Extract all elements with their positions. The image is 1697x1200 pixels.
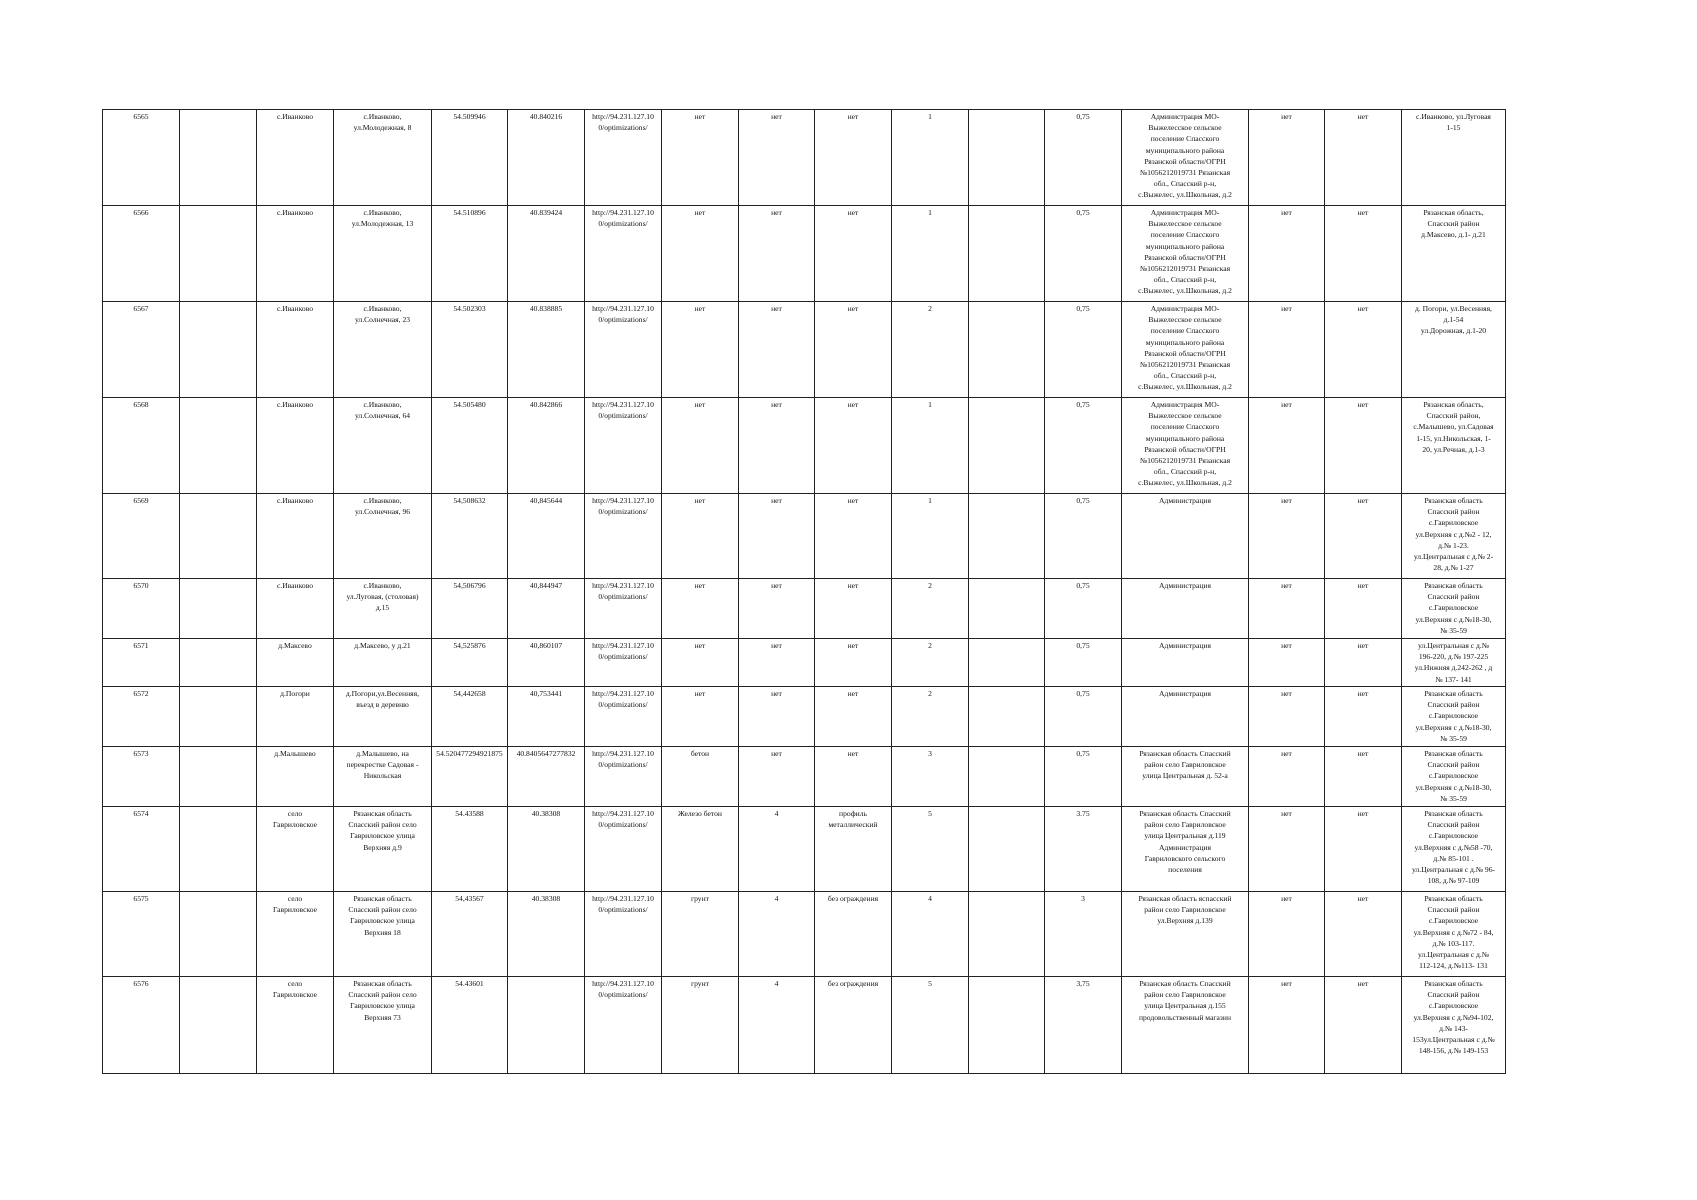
cell-flag-a: нет <box>1249 807 1325 892</box>
cell-fence: нет <box>815 206 892 302</box>
cell-number: 6569 <box>103 494 180 579</box>
cell-latitude: 54.502303 <box>432 302 508 398</box>
cell-latitude: 54.509946 <box>432 110 508 206</box>
cell-container-count: 5 <box>892 977 969 1074</box>
cell-number: 6571 <box>103 639 180 687</box>
cell-number: 6573 <box>103 747 180 807</box>
cell-flag-a: нет <box>1249 579 1325 639</box>
cell-volume: 0,75 <box>1045 747 1122 807</box>
cell-served-addresses: Рязанская область Спасский район с.Гавриловское ул.Верхняя с д.№94-102, д.№ 143- 153ул.Центральная с д.№ 148-156, д.№ 149-153 <box>1402 977 1506 1074</box>
cell-longitude: 40.840216 <box>508 110 585 206</box>
cell-number: 6572 <box>103 687 180 747</box>
cell-container-count: 5 <box>892 807 969 892</box>
cell-blank <box>180 977 257 1074</box>
cell-served-addresses: Рязанская область Спасский район с.Гавриловское ул.Верхняя с д.№2 - 12, д.№ 1-23. ул.Центральная с д.№ 2- 28, д.№ 1-27 <box>1402 494 1506 579</box>
cell-fence: нет <box>815 494 892 579</box>
cell-latitude: 54.43601 <box>432 977 508 1074</box>
cell-address: д.Погори,ул.Весенняя, въезд в деревню <box>334 687 432 747</box>
cell-settlement: село Гавриловское <box>257 807 334 892</box>
cell-map-link: http://94.231.127.10 0/optimizations/ <box>585 892 662 977</box>
cell-blank <box>180 807 257 892</box>
cell-flag-b: нет <box>1325 579 1402 639</box>
cell-owner: Рязанская область Спасский район село Гавриловское улица Центральная д.155 продовольственный магазин <box>1122 977 1249 1074</box>
cell-latitude: 54.510896 <box>432 206 508 302</box>
cell-served-addresses: Рязанская область Спасский район с.Гавриловское ул.Верхняя с д.№58 -70, д.№ 85-101 . ул.Центральная с д.№ 96- 108, д.№ 97-109 <box>1402 807 1506 892</box>
cell-container-count: 1 <box>892 494 969 579</box>
cell-longitude: 40,844947 <box>508 579 585 639</box>
cell-container-count: 1 <box>892 206 969 302</box>
cell-container-count: 4 <box>892 892 969 977</box>
cell-surface: нет <box>662 110 739 206</box>
cell-flag-a: нет <box>1249 977 1325 1074</box>
cell-area: нет <box>739 747 815 807</box>
table-row <box>103 687 1506 747</box>
cell-latitude: 54,43567 <box>432 892 508 977</box>
cell-address: Рязанская область Спасский район село Гавриловское улица Верхняя 73 <box>334 977 432 1074</box>
cell-volume: 0,75 <box>1045 639 1122 687</box>
cell-owner: Администрация МО- Выжелесское сельское поселение Спасского муниципального района Рязанской области/ОГРН №1056212019731 Рязанская обл., Спасский р-н, с.Выжелес, ул.Школьная, д.2 <box>1122 110 1249 206</box>
cell-container-count: 2 <box>892 687 969 747</box>
cell-flag-b: нет <box>1325 747 1402 807</box>
cell-served-addresses: с.Иванково, ул.Луговая 1-15 <box>1402 110 1506 206</box>
cell-container-count: 1 <box>892 398 969 494</box>
cell-flag-b: нет <box>1325 398 1402 494</box>
cell-area: нет <box>739 494 815 579</box>
cell-flag-b: нет <box>1325 687 1402 747</box>
cell-surface: нет <box>662 206 739 302</box>
cell-blank <box>180 206 257 302</box>
cell-area: нет <box>739 579 815 639</box>
cell-latitude: 54.520477294921875 <box>432 747 508 807</box>
table-row <box>103 110 1506 206</box>
cell-map-link: http://94.231.127.10 0/optimizations/ <box>585 398 662 494</box>
cell-longitude: 40.8405647277832 <box>508 747 585 807</box>
cell-fence: нет <box>815 687 892 747</box>
cell-empty <box>969 206 1045 302</box>
cell-settlement: с.Иванково <box>257 110 334 206</box>
cell-empty <box>969 398 1045 494</box>
cell-surface: нет <box>662 579 739 639</box>
cell-longitude: 40,753441 <box>508 687 585 747</box>
cell-served-addresses: Рязанская область Спасский район с.Гавриловское ул.Верхняя с д.№18-30, № 35-59 <box>1402 579 1506 639</box>
cell-settlement: д.Максево <box>257 639 334 687</box>
cell-map-link: http://94.231.127.10 0/optimizations/ <box>585 206 662 302</box>
cell-flag-a: нет <box>1249 110 1325 206</box>
cell-volume: 0,75 <box>1045 206 1122 302</box>
cell-longitude: 40.38308 <box>508 807 585 892</box>
cell-settlement: село Гавриловское <box>257 892 334 977</box>
cell-blank <box>180 687 257 747</box>
cell-address: Рязанская область Спасский район село Гавриловское улица Верхняя 18 <box>334 892 432 977</box>
cell-map-link: http://94.231.127.10 0/optimizations/ <box>585 687 662 747</box>
container-sites-table <box>102 109 1506 1074</box>
cell-empty <box>969 302 1045 398</box>
cell-flag-a: нет <box>1249 892 1325 977</box>
cell-latitude: 54,508632 <box>432 494 508 579</box>
cell-served-addresses: ул.Центральная с д.№ 196-220, д.№ 197-225 ул.Нижняя д.242-262 , д № 137- 141 <box>1402 639 1506 687</box>
cell-surface: нет <box>662 639 739 687</box>
cell-address: с.Иванково, ул.Молодежная, 13 <box>334 206 432 302</box>
cell-served-addresses: Рязанская область, Спасский район, с.Малышево, ул.Садовая 1-15, ул.Никольская, 1- 20, ул.Речная, д.1-3 <box>1402 398 1506 494</box>
cell-address: с.Иванково, ул.Молодежная, 8 <box>334 110 432 206</box>
cell-fence: без ограждения <box>815 892 892 977</box>
cell-fence: нет <box>815 398 892 494</box>
cell-map-link: http://94.231.127.10 0/optimizations/ <box>585 977 662 1074</box>
table-row <box>103 579 1506 639</box>
cell-blank <box>180 110 257 206</box>
cell-owner: Администрация <box>1122 579 1249 639</box>
cell-owner: Администрация МО- Выжелесское сельское поселение Спасского муниципального района Рязанской области/ОГРН №1056212019731 Рязанская обл., Спасский р-н, с.Выжелес, ул.Школьная, д.2 <box>1122 206 1249 302</box>
cell-volume: 0,75 <box>1045 110 1122 206</box>
cell-flag-a: нет <box>1249 302 1325 398</box>
cell-flag-b: нет <box>1325 206 1402 302</box>
cell-address: с.Иванково, ул.Солнечная, 23 <box>334 302 432 398</box>
cell-blank <box>180 302 257 398</box>
cell-map-link: http://94.231.127.10 0/optimizations/ <box>585 494 662 579</box>
cell-container-count: 2 <box>892 302 969 398</box>
cell-owner: Администрация <box>1122 494 1249 579</box>
cell-flag-b: нет <box>1325 807 1402 892</box>
cell-surface: грунт <box>662 977 739 1074</box>
cell-fence: нет <box>815 110 892 206</box>
cell-area: 4 <box>739 807 815 892</box>
cell-map-link: http://94.231.127.10 0/optimizations/ <box>585 579 662 639</box>
cell-area: нет <box>739 687 815 747</box>
cell-empty <box>969 639 1045 687</box>
cell-latitude: 54,525876 <box>432 639 508 687</box>
cell-flag-a: нет <box>1249 687 1325 747</box>
cell-flag-b: нет <box>1325 302 1402 398</box>
cell-settlement: д.Погори <box>257 687 334 747</box>
cell-surface: нет <box>662 687 739 747</box>
cell-longitude: 40,845644 <box>508 494 585 579</box>
cell-empty <box>969 747 1045 807</box>
cell-blank <box>180 639 257 687</box>
cell-flag-a: нет <box>1249 747 1325 807</box>
cell-address: с.Иванково, ул.Солнечная, 64 <box>334 398 432 494</box>
cell-volume: 0,75 <box>1045 302 1122 398</box>
registry-sheet <box>102 109 1506 1074</box>
cell-served-addresses: Рязанская область, Спасский район д.Максево, д.1- д.21 <box>1402 206 1506 302</box>
table-row <box>103 977 1506 1074</box>
cell-flag-b: нет <box>1325 892 1402 977</box>
cell-empty <box>969 892 1045 977</box>
cell-volume: 0,75 <box>1045 494 1122 579</box>
cell-map-link: http://94.231.127.10 0/optimizations/ <box>585 807 662 892</box>
cell-number: 6570 <box>103 579 180 639</box>
cell-owner: Администрация <box>1122 639 1249 687</box>
cell-fence: нет <box>815 579 892 639</box>
cell-number: 6574 <box>103 807 180 892</box>
cell-number: 6566 <box>103 206 180 302</box>
cell-surface: нет <box>662 398 739 494</box>
cell-surface: грунт <box>662 892 739 977</box>
cell-container-count: 3 <box>892 747 969 807</box>
cell-address: с.Иванково, ул.Луговая, (столовая) д.15 <box>334 579 432 639</box>
table-row <box>103 892 1506 977</box>
cell-volume: 3,75 <box>1045 977 1122 1074</box>
table-row <box>103 807 1506 892</box>
cell-latitude: 54.505480 <box>432 398 508 494</box>
cell-flag-b: нет <box>1325 977 1402 1074</box>
cell-surface: нет <box>662 494 739 579</box>
cell-flag-a: нет <box>1249 494 1325 579</box>
cell-container-count: 2 <box>892 579 969 639</box>
cell-latitude: 54,506796 <box>432 579 508 639</box>
cell-flag-b: нет <box>1325 639 1402 687</box>
cell-empty <box>969 110 1045 206</box>
cell-area: нет <box>739 206 815 302</box>
cell-served-addresses: Рязанская область Спасский район с.Гавриловское ул.Верхняя с д.№18-30, № 35-59 <box>1402 687 1506 747</box>
cell-served-addresses: Рязанская область Спасский район с.Гавриловское ул.Верхняя с д.№18-30, № 35-59 <box>1402 747 1506 807</box>
cell-empty <box>969 977 1045 1074</box>
cell-volume: 0,75 <box>1045 398 1122 494</box>
cell-number: 6576 <box>103 977 180 1074</box>
cell-number: 6567 <box>103 302 180 398</box>
cell-area: нет <box>739 302 815 398</box>
cell-surface: бетон <box>662 747 739 807</box>
cell-longitude: 40.838885 <box>508 302 585 398</box>
cell-volume: 3.75 <box>1045 807 1122 892</box>
cell-longitude <box>508 977 585 1074</box>
cell-owner: Рязанская область яспасский район село Гавриловское ул.Верхняя д.139 <box>1122 892 1249 977</box>
cell-longitude: 40.839424 <box>508 206 585 302</box>
cell-address: д.Малышево, на перекрестке Садовая - Никольская <box>334 747 432 807</box>
cell-fence: без ограждения <box>815 977 892 1074</box>
cell-blank <box>180 747 257 807</box>
cell-number: 6565 <box>103 110 180 206</box>
cell-owner: Рязанская область Спасский район село Гавриловское улица Центральная д. 52-а <box>1122 747 1249 807</box>
cell-latitude: 54,442658 <box>432 687 508 747</box>
cell-map-link: http://94.231.127.10 0/optimizations/ <box>585 302 662 398</box>
cell-fence: нет <box>815 639 892 687</box>
cell-owner: Администрация МО- Выжелесское сельское поселение Спасского муниципального района Рязанской области/ОГРН №1056212019731 Рязанская обл., Спасский р-н, с.Выжелес, ул.Школьная, д.2 <box>1122 398 1249 494</box>
cell-latitude: 54.43588 <box>432 807 508 892</box>
cell-address: д.Максево, у д.21 <box>334 639 432 687</box>
table-row <box>103 747 1506 807</box>
cell-blank <box>180 579 257 639</box>
cell-settlement: село Гавриловское <box>257 977 334 1074</box>
cell-longitude: 40,860107 <box>508 639 585 687</box>
cell-fence: нет <box>815 302 892 398</box>
cell-number: 6568 <box>103 398 180 494</box>
cell-map-link: http://94.231.127.10 0/optimizations/ <box>585 110 662 206</box>
cell-flag-a: нет <box>1249 639 1325 687</box>
cell-settlement: с.Иванково <box>257 206 334 302</box>
cell-blank <box>180 494 257 579</box>
table-row <box>103 206 1506 302</box>
cell-owner: Рязанская область Спасский район село Гавриловское улица Центральная д.119 Администрация Гавриловского сельского поселения <box>1122 807 1249 892</box>
cell-flag-b: нет <box>1325 110 1402 206</box>
cell-longitude: 40.842866 <box>508 398 585 494</box>
cell-area: 4 <box>739 977 815 1074</box>
cell-map-link: http://94.231.127.10 0/optimizations/ <box>585 747 662 807</box>
cell-volume: 0,75 <box>1045 579 1122 639</box>
cell-settlement: с.Иванково <box>257 398 334 494</box>
cell-surface: Железо бетон <box>662 807 739 892</box>
cell-volume: 3 <box>1045 892 1122 977</box>
cell-address: с.Иванково, ул.Солнечная, 96 <box>334 494 432 579</box>
cell-address: Рязанская область Спасский район село Гавриловское улица Верхняя д.9 <box>334 807 432 892</box>
cell-empty <box>969 807 1045 892</box>
table-row <box>103 639 1506 687</box>
table-row <box>103 302 1506 398</box>
cell-owner: Администрация МО- Выжелесское сельское поселение Спасского муниципального района Рязанской области/ОГРН №1056212019731 Рязанская обл., Спасский р-н, с.Выжелес, ул.Школьная, д.2 <box>1122 302 1249 398</box>
cell-volume: 0,75 <box>1045 687 1122 747</box>
cell-empty <box>969 579 1045 639</box>
cell-longitude: 40.38308 <box>508 892 585 977</box>
cell-container-count: 1 <box>892 110 969 206</box>
cell-empty <box>969 687 1045 747</box>
cell-settlement: с.Иванково <box>257 302 334 398</box>
cell-area: нет <box>739 639 815 687</box>
cell-number: 6575 <box>103 892 180 977</box>
cell-flag-b: нет <box>1325 494 1402 579</box>
cell-empty <box>969 494 1045 579</box>
cell-container-count: 2 <box>892 639 969 687</box>
table-row <box>103 494 1506 579</box>
cell-flag-a: нет <box>1249 398 1325 494</box>
cell-fence: нет <box>815 747 892 807</box>
cell-settlement: д.Малышево <box>257 747 334 807</box>
cell-area: нет <box>739 398 815 494</box>
cell-flag-a: нет <box>1249 206 1325 302</box>
cell-served-addresses: д. Погори, ул.Весенняя, д.1-54 ул.Дорожная, д.1-20 <box>1402 302 1506 398</box>
table-row <box>103 398 1506 494</box>
cell-served-addresses: Рязанская область Спасский район с.Гавриловское ул.Верхняя с д.№72 - 84, д.№ 103-117. ул.Центральная с д.№ 112-124, д.№113- 131 <box>1402 892 1506 977</box>
cell-owner: Администрация <box>1122 687 1249 747</box>
cell-settlement: с.Иванково <box>257 579 334 639</box>
cell-settlement: с.Иванково <box>257 494 334 579</box>
cell-blank <box>180 892 257 977</box>
cell-map-link: http://94.231.127.10 0/optimizations/ <box>585 639 662 687</box>
cell-area: 4 <box>739 892 815 977</box>
cell-area: нет <box>739 110 815 206</box>
cell-blank <box>180 398 257 494</box>
cell-fence: профиль металлический <box>815 807 892 892</box>
cell-surface: нет <box>662 302 739 398</box>
